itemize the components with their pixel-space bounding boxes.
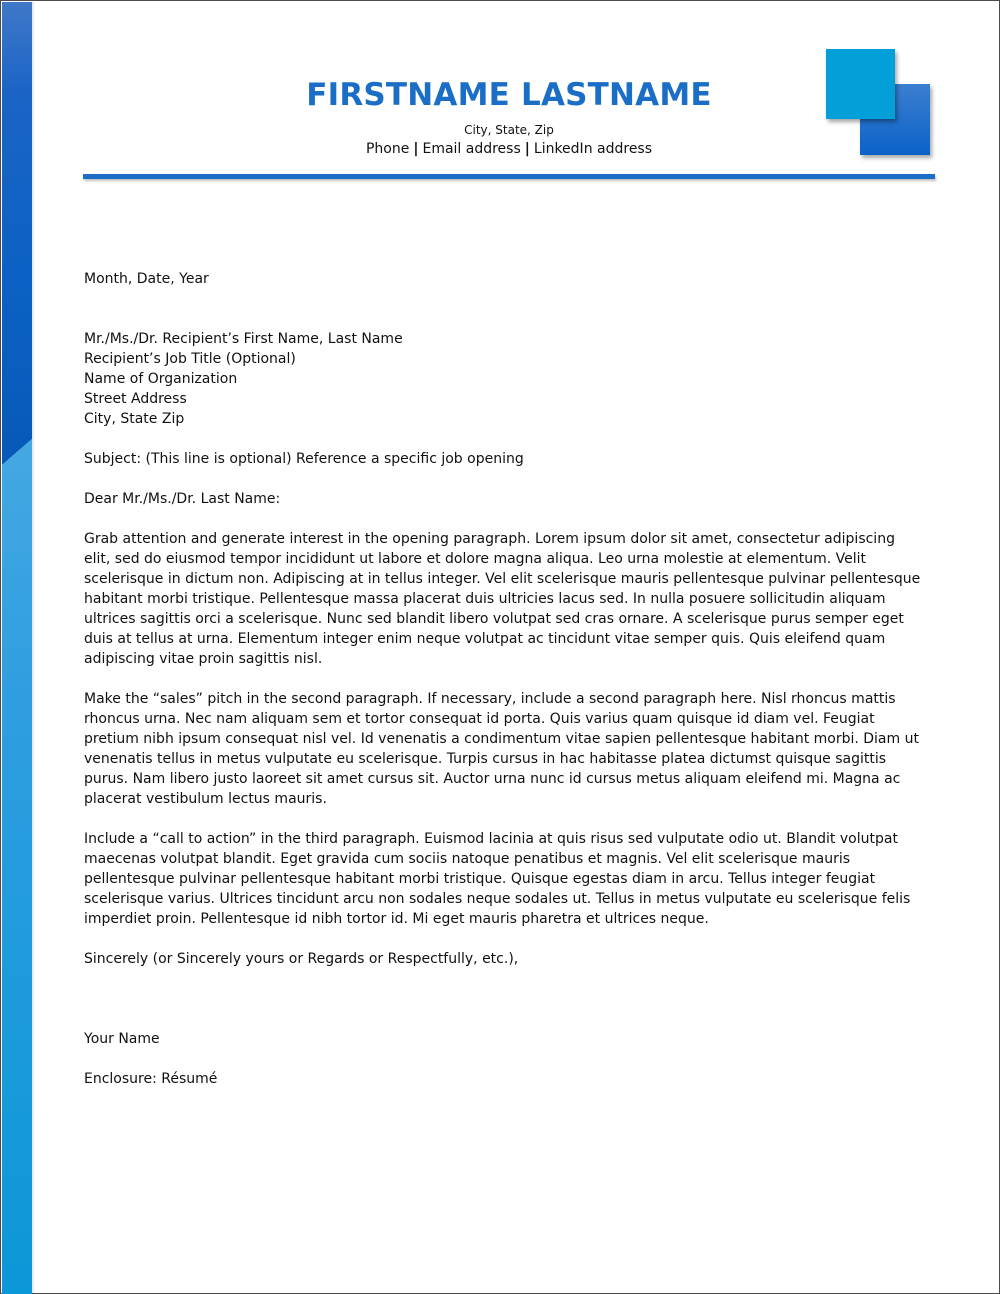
letterhead: [83, 75, 935, 159]
contact-separator: |: [413, 141, 419, 157]
recipient-name: Mr./Ms./Dr. Recipient’s First Name, Last Name: [84, 331, 403, 347]
paragraph-call-to-action: Include a “call to action” in the third paragraph. Euismod lacinia at quis risus sed vulputate odio ut. Blandit volutpat maecenas volutpat blandit. Eget gravida cum sociis natoque penatibus et magnis. Vel elit scelerisque mauris pellentesque pulvinar pellentesque habitant morbi tristique. Quisque egestas diam in arcu. Tellus integer feugiat scelerisque varius. Ultrices tincidunt arcu non sodales neque sodales ut. Tellus in metus vulputate eu scelerisque felis imperdiet proin. Pellentesque id nibh tortor id. Mi eget mauris pharetra et ultrices neque.: [84, 831, 911, 927]
subject-line: Subject: (This line is optional) Reference a specific job opening: [84, 451, 524, 467]
recipient-city: City, State Zip: [84, 411, 185, 427]
contact-separator: |: [524, 141, 530, 157]
paragraph-sales-pitch: Make the “sales” pitch in the second paragraph. If necessary, include a second paragraph here. Nisl rhoncus mattis rhoncus urna. Nec nam aliquam sem et tortor consequat id porta. Quis varius quam quisque id diam vel. Feugiat pretium nibh ipsum consequat nisl vel. Id venenatis a condimentum vitae sapien pellentesque habitant morbi. Diam ut venenatis tellus in metus vulputate eu scelerisque. Turpis cursus in hac habitasse platea dictumst quisque sagittis purus. Nam libero justo laoreet sit amet cursus sit. Auctor urna nunc id cursus metus aliquam eleifend mi. Magna ac placerat vestibulum lectus mauris.: [84, 691, 919, 807]
enclosure-line: Enclosure: Résumé: [84, 1071, 218, 1087]
letter-date: Month, Date, Year: [84, 271, 209, 287]
sidebar-accent-dark: [2, 2, 32, 465]
contact-email: Email address: [422, 141, 521, 157]
salutation: Dear Mr./Ms./Dr. Last Name:: [84, 491, 281, 507]
applicant-name: FIRSTNAME LASTNAME: [306, 77, 712, 113]
recipient-street: Street Address: [84, 391, 187, 407]
sidebar-accent-light: [2, 439, 32, 1294]
applicant-city-state-zip: City, State, Zip: [464, 123, 554, 137]
closing: Sincerely (or Sincerely yours or Regards or Respectfully, etc.),: [84, 951, 519, 967]
recipient-organization: Name of Organization: [84, 371, 238, 387]
contact-linkedin: LinkedIn address: [533, 141, 653, 157]
paragraph-opening: Grab attention and generate interest in the opening paragraph. Lorem ipsum dolor sit amet, consectetur adipiscing elit, sed do eiusmod tempor incididunt ut labore et dolore magna aliqua. Leo urna molestie at elementum. Velit scelerisque in dictum non. Adipiscing at in tellus integer. Vel elit scelerisque mauris pellentesque pulvinar pellentesque habitant morbi tristique. Pellentesque massa placerat duis ultricies lacus sed. In nulla posuere sollicitudin aliquam ultrices sagittis orci a scelerisque. Nunc sed blandit libero volutpat sed cras ornare. A scelerisque purus semper eget duis at tellus at urna. Elementum integer enim neque volutpat ac tincidunt vitae semper quis. Quis eleifend quam adipiscing vitae proin sagittis nisl.: [84, 531, 921, 667]
recipient-block: [84, 329, 924, 429]
recipient-job-title: Recipient’s Job Title (Optional): [84, 351, 296, 367]
contact-phone: Phone: [365, 141, 410, 157]
signature-name: Your Name: [84, 1031, 160, 1047]
contact-line: [83, 139, 935, 159]
letter-body: [84, 269, 924, 1089]
header-divider: [83, 174, 935, 179]
sidebar-shadow: [32, 2, 35, 1294]
